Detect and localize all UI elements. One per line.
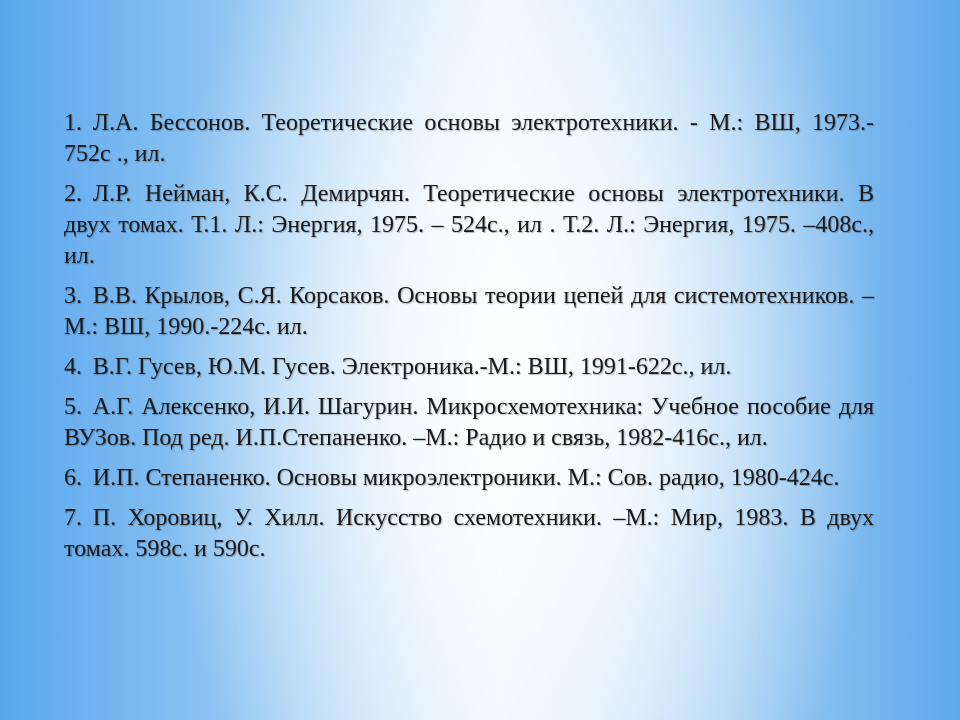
reference-item-1 <box>64 108 874 170</box>
reference-number: 2. <box>64 181 82 207</box>
reference-number: 6. <box>64 465 82 491</box>
reference-item-6 <box>64 463 874 494</box>
reference-item-2 <box>64 179 874 272</box>
reference-text: И.П. Степаненко. Основы микроэлектроники. М.: Сов. радио, 1980-424с. <box>92 465 840 491</box>
reference-number: 1. <box>64 110 82 136</box>
reference-text: А.Г. Алексенко, И.И. Шагурин. Микросхемотехника: Учебное пособие для ВУЗов. Под ред. И.П.Степаненко. –М.: Радио и связь, 1982-416с., ил. <box>64 394 874 451</box>
reference-number: 5. <box>64 394 82 420</box>
reference-number: 3. <box>64 283 82 309</box>
reference-text: Л.А. Бессонов. Теоретические основы электротехники. - М.: ВШ, 1973.- 752с ., ил. <box>64 110 874 167</box>
reference-list <box>64 108 874 574</box>
reference-item-5 <box>64 392 874 454</box>
reference-text: П. Хоровиц, У. Хилл. Искусство схемотехники. –М.: Мир, 1983. В двух томах. 598с. и 590с. <box>64 505 874 562</box>
reference-item-7 <box>64 503 874 565</box>
reference-item-4 <box>64 352 874 383</box>
reference-text: Л.Р. Нейман, К.С. Демирчян. Теоретические основы электротехники. В двух томах. Т.1. Л.: Энергия, 1975. – 524с., ил . Т.2. Л.: Энергия, 1975. –408с., ил. <box>64 181 874 269</box>
reference-item-3 <box>64 281 874 343</box>
reference-number: 7. <box>64 505 82 531</box>
reference-text: В.Г. Гусев, Ю.М. Гусев. Электроника.-М.: ВШ, 1991-622с., ил. <box>92 354 732 380</box>
reference-number: 4. <box>64 354 82 380</box>
reference-text: В.В. Крылов, С.Я. Корсаков. Основы теории цепей для системотехников. – М.: ВШ, 1990.-224с. ил. <box>64 283 874 340</box>
